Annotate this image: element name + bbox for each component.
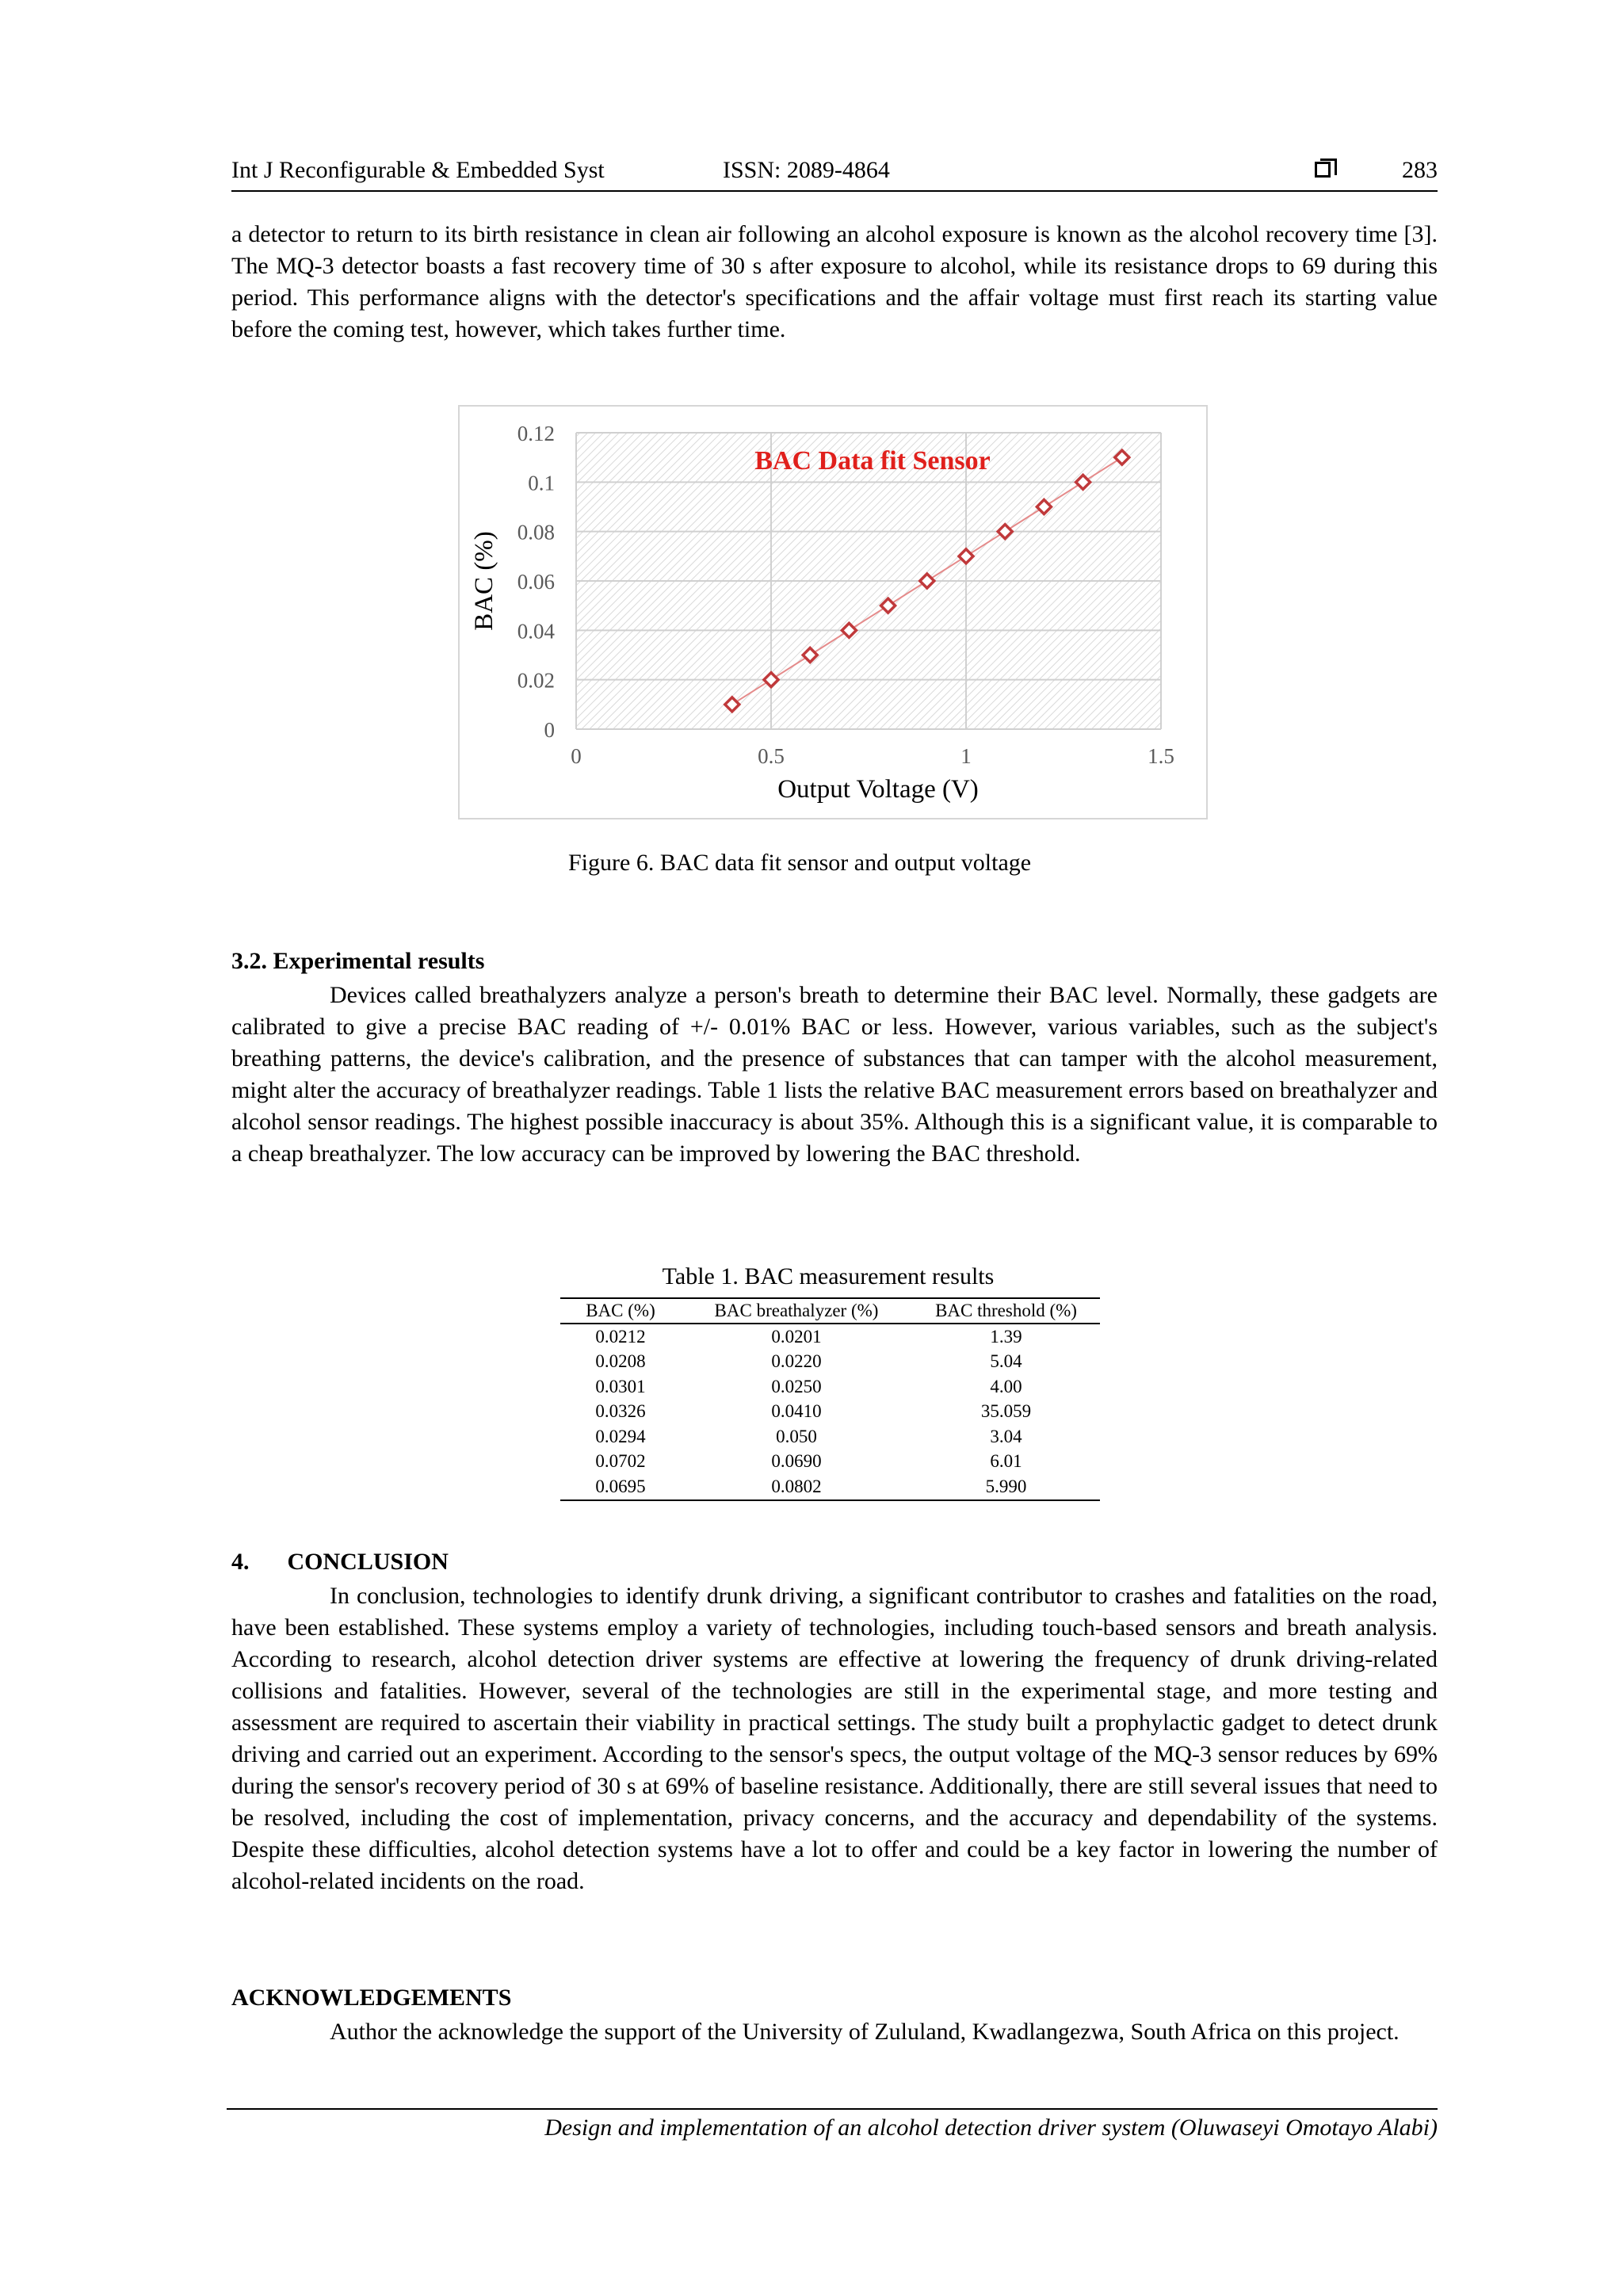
section-3-2-paragraph: Devices called breathalyzers analyze a person's breath to determine their BAC level. Normally, these gadgets are calibrated to give a precise BAC reading of +/- 0.01% BAC or less. However, various variables, such as the subject's breathing patterns, the device's calibration, and the presence of substances that can tamper with the alcohol measurement, might alter the accuracy of breathalyzer readings. Table 1 lists the relative BAC measurement errors based on breathalyzer and alcohol sensor readings. The highest possible inaccuracy is about 35%. Although this is a significant value, it is comparable to a cheap breathalyzer. The low accuracy can be improved by lowering the BAC threshold. bbox=[231, 982, 1438, 1167]
table-cell: 0.0690 bbox=[771, 1451, 822, 1472]
bac-results-table bbox=[560, 1297, 1100, 1501]
column-header: BAC (%) bbox=[560, 1298, 681, 1324]
journal-name: Int J Reconfigurable & Embedded Syst bbox=[231, 157, 605, 183]
x-tick-label: 1 bbox=[960, 744, 972, 768]
table-row bbox=[560, 1450, 1100, 1475]
conclusion-paragraph: In conclusion, technologies to identify drunk driving, a significant contributor to crashes and fatalities on the road, have been established. These systems employ a variety of technologies, including touch-based sensors and breath analysis. According to research, alcohol detection driver systems are effective at lowering the frequency of drunk driving-related collisions and fatalities. However, several of the technologies are still in the experimental stage, and more testing and assessment are required to ascertain their viability in practical settings. The study built a prophylactic gadget to detect drunk driving and carried out an experiment. According to the sensor's specs, the output voltage of the MQ-3 sensor reduces by 69% during the sensor's recovery period of 30 s at 69% of baseline resistance. Additionally, there are still several issues that need to be resolved, including the cost of implementation, privacy concerns, and the accuracy and dependability of the systems. Despite these difficulties, alcohol detection systems have a lot to offer and could be a key factor in lowering the number of alcohol-related incidents on the road. bbox=[231, 1583, 1438, 1894]
table-cell: 35.059 bbox=[980, 1401, 1032, 1422]
table-cell: 0.0220 bbox=[771, 1351, 822, 1372]
table-cell: 6.01 bbox=[990, 1451, 1022, 1472]
x-axis-label: Output Voltage (V) bbox=[777, 775, 979, 804]
table-row bbox=[560, 1324, 1100, 1350]
column-header: BAC threshold (%) bbox=[912, 1298, 1100, 1324]
y-tick-label: 0.02 bbox=[517, 668, 555, 693]
y-axis-label: BAC (%) bbox=[470, 531, 498, 631]
table-row bbox=[560, 1474, 1100, 1500]
table-cell: 0.0294 bbox=[595, 1426, 646, 1446]
table-cell: 3.04 bbox=[990, 1426, 1022, 1446]
section-title: CONCLUSION bbox=[287, 1549, 449, 1575]
y-tick-label: 0.1 bbox=[528, 471, 555, 495]
issn: ISSN: 2089-4864 bbox=[723, 157, 890, 183]
acknowledgements-paragraph: Author the acknowledge the support of the University of Zululand, Kwadlangezwa, South Africa on this project. bbox=[330, 2019, 1400, 2045]
table-cell: 0.0326 bbox=[595, 1401, 646, 1422]
table-cell: 0.0208 bbox=[595, 1351, 646, 1372]
table-cell: 0.0702 bbox=[595, 1451, 646, 1472]
footer-text: Design and implementation of an alcohol detection driver system (Oluwaseyi Omotayo Alabi) bbox=[544, 2115, 1438, 2141]
table-row bbox=[560, 1374, 1100, 1400]
section-heading-conclusion bbox=[231, 1549, 449, 1576]
column-header: BAC breathalyzer (%) bbox=[681, 1298, 912, 1324]
table-cell: 0.0695 bbox=[560, 1474, 681, 1500]
acknowledgements-heading: ACKNOWLEDGEMENTS bbox=[231, 1985, 512, 2011]
x-tick-label: 0.5 bbox=[758, 744, 785, 768]
table-caption: Table 1. BAC measurement results bbox=[662, 1263, 995, 1289]
table-cell: 0.050 bbox=[776, 1426, 817, 1446]
x-tick-label: 0 bbox=[571, 744, 582, 768]
y-tick-label: 0.06 bbox=[517, 570, 555, 594]
page-number: 283 bbox=[1402, 157, 1438, 183]
running-footer bbox=[227, 2108, 1438, 2141]
y-tick-label: 0.12 bbox=[517, 422, 555, 445]
table-cell: 5.04 bbox=[990, 1351, 1022, 1372]
intro-paragraph: a detector to return to its birth resistance in clean air following an alcohol exposure is known as the alcohol recovery time [3]. The MQ-3 detector boasts a fast recovery time of 30 s after exposure to alcohol, while its resistance drops to 69 during this period. This performance aligns with the detector's specifications and the affair voltage must first reach its starting value before the coming test, however, which takes further time. bbox=[231, 221, 1438, 342]
section-heading-3-2: 3.2. Experimental results bbox=[231, 948, 485, 974]
y-tick-label: 0.04 bbox=[517, 619, 555, 644]
figure-caption: Figure 6. BAC data fit sensor and output voltage bbox=[568, 850, 1032, 876]
table-cell: 4.00 bbox=[990, 1376, 1022, 1396]
y-tick-label: 0.08 bbox=[517, 520, 555, 544]
section-number: 4. bbox=[231, 1549, 250, 1575]
table-cell: 0.0802 bbox=[681, 1474, 912, 1500]
table-cell: 5.990 bbox=[912, 1474, 1100, 1500]
table-cell: 0.0301 bbox=[595, 1376, 646, 1396]
x-tick-label: 1.5 bbox=[1148, 744, 1174, 768]
table-row bbox=[560, 1424, 1100, 1450]
table-cell: 0.0212 bbox=[595, 1326, 646, 1347]
table-cell: 0.0410 bbox=[771, 1401, 822, 1422]
table-header-row bbox=[560, 1298, 1100, 1324]
table-cell: 0.0250 bbox=[771, 1376, 822, 1396]
table-row bbox=[560, 1350, 1100, 1375]
table-cell: 1.39 bbox=[990, 1326, 1022, 1347]
table-row bbox=[560, 1400, 1100, 1425]
table-cell: 0.0201 bbox=[771, 1326, 822, 1347]
chart-title: BAC Data fit Sensor bbox=[754, 446, 991, 476]
bac-chart bbox=[0, 0, 1623, 872]
y-tick-label: 0 bbox=[544, 718, 555, 742]
